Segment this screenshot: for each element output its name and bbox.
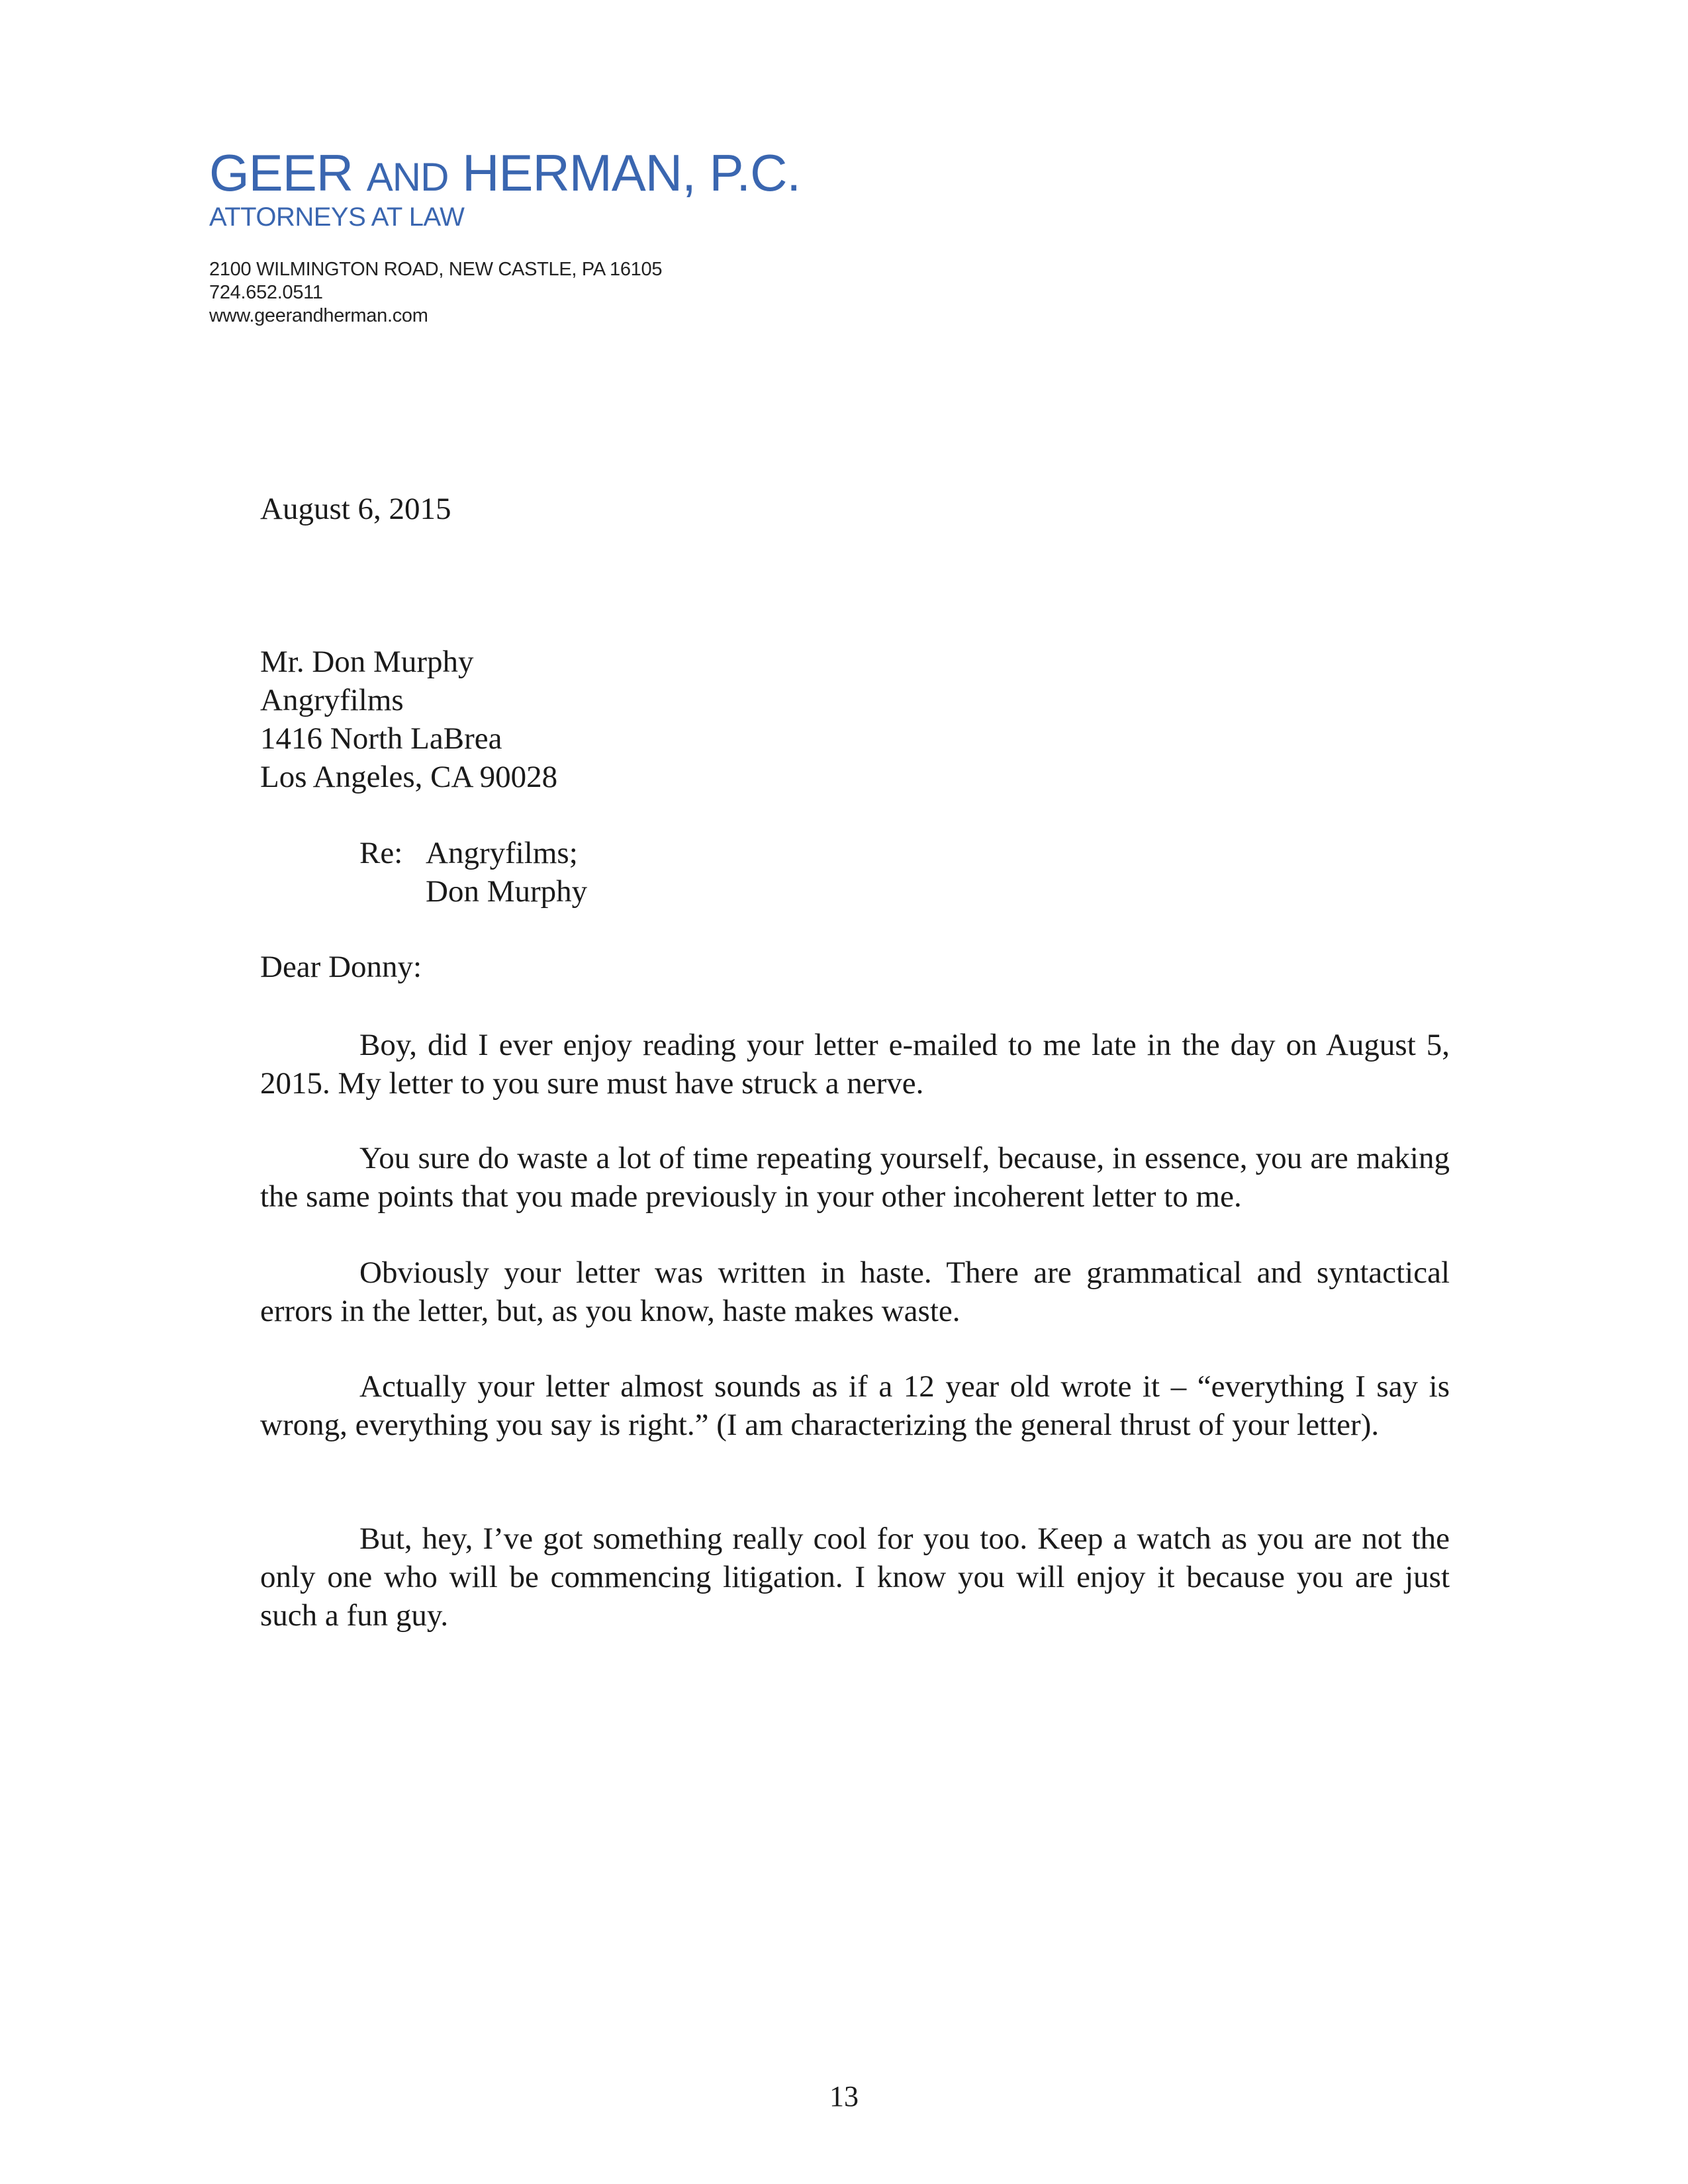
letter-date: August 6, 2015 xyxy=(260,492,451,526)
firm-name-part1: GEER xyxy=(209,144,367,202)
firm-phone: 724.652.0511 xyxy=(209,282,323,303)
recipient-address xyxy=(260,643,1450,796)
body-paragraph-3: Obviously your letter was written in haste. There are grammatical and syntactical errors in the letter, but, as you know, haste makes waste. xyxy=(260,1255,1450,1328)
firm-address: 2100 WILMINGTON ROAD, NEW CASTLE, PA 16105 xyxy=(209,259,663,280)
firm-name-and: AND xyxy=(366,155,449,199)
re-subject-2: Don Murphy xyxy=(426,874,588,909)
body-paragraph-4: Actually your letter almost sounds as if a 12 year old wrote it – “everything I say is wrong, everything you say is right.” (I am characterizing the general thrust of your letter). xyxy=(260,1369,1450,1442)
page-number: 13 xyxy=(829,2080,859,2113)
re-subject-1: Angryfilms; xyxy=(426,836,578,870)
firm-name-part2: HERMAN, P.C. xyxy=(448,144,801,202)
letterhead xyxy=(209,144,801,328)
body-paragraph-2: You sure do waste a lot of time repeating yourself, because, in essence, you are making the same points that you made previously in your other incoherent letter to me. xyxy=(260,1141,1450,1214)
body-paragraph-1: Boy, did I ever enjoy reading your letter e-mailed to me late in the day on August 5, 2015. My letter to you sure must have struck a nerve. xyxy=(260,1028,1450,1101)
re-line-1 xyxy=(359,834,587,872)
firm-website: www.geerandherman.com xyxy=(209,305,428,326)
recipient-city: Los Angeles, CA 90028 xyxy=(260,760,558,794)
firm-contact xyxy=(209,258,800,328)
firm-name xyxy=(209,144,801,202)
body-paragraph-5: But, hey, I’ve got something really cool for you too. Keep a watch as you are not the only one who will be commencing litigation. I know you will enjoy it because you are just such a fun guy. xyxy=(260,1522,1450,1633)
firm-subtitle: ATTORNEYS AT LAW xyxy=(209,203,465,232)
re-label: Re: xyxy=(359,836,403,870)
recipient-company: Angryfilms xyxy=(260,683,404,717)
recipient-street: 1416 North LaBrea xyxy=(260,721,502,756)
re-line xyxy=(359,834,587,911)
recipient-name: Mr. Don Murphy xyxy=(260,645,474,679)
salutation: Dear Donny: xyxy=(260,950,422,984)
